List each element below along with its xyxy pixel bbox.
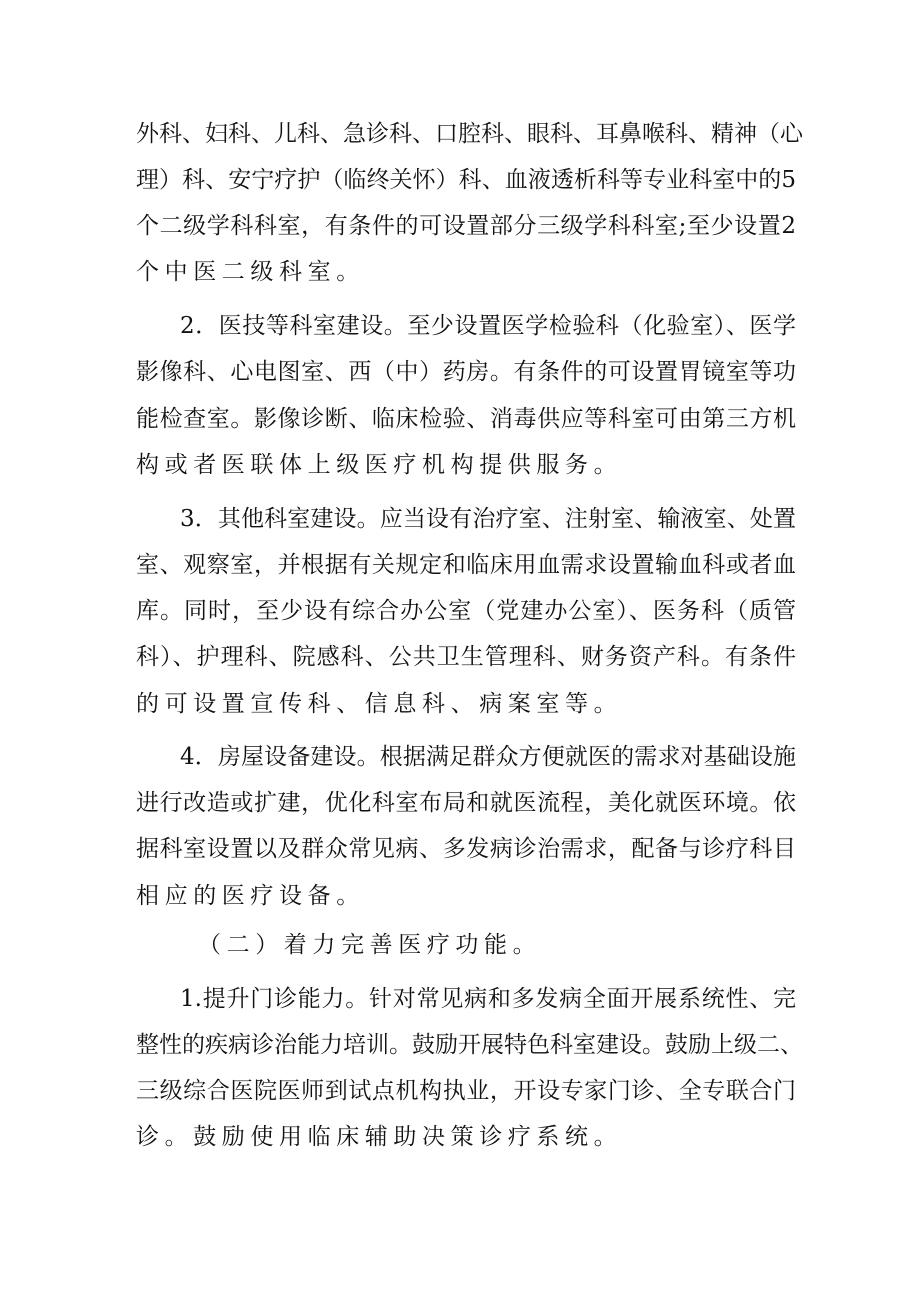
text-line: 库。同时，至少设有综合办公室（党建办公室）、医务科（质管	[136, 598, 796, 624]
text-line: 外科、妇科、儿科、急诊科、口腔科、眼科、耳鼻喉科、精神（心	[136, 121, 803, 147]
paragraph-first-line: 4．房屋设备建设。根据满足群众方便就医的需求对基础设施	[180, 744, 796, 770]
text-line: 理）科、安宁疗护（临终关怀）科、血液透析科等专业科室中的5	[136, 167, 796, 193]
text-line: 能检查室。影像诊断、临床检验、消毒供应等科室可由第三方机	[136, 406, 796, 432]
paragraph-first-line: 2．医技等科室建设。至少设置医学检验科（化验室）、医学	[180, 313, 796, 339]
paragraph-first-line: 3．其他科室建设。应当设有治疗室、注射室、输液室、处置	[180, 506, 796, 532]
text-line: 三级综合医院医师到试点机构执业，开设专家门诊、全专联合门	[136, 1078, 796, 1104]
text-line: 构或者医联体上级医疗机构提供服务。	[136, 452, 623, 478]
text-line: 室、观察室，并根据有关规定和临床用血需求设置输血科或者血	[136, 552, 796, 578]
text-line: 个中医二级科室。	[136, 259, 365, 285]
text-line: 据科室设置以及群众常见病、多发病诊治需求，配备与诊疗科目	[136, 836, 796, 862]
paragraph-first-line: 1.提升门诊能力。针对常见病和多发病全面开展系统性、完	[180, 986, 796, 1012]
text-line: 科）、护理科、院感科、公共卫生管理科、财务资产科。有条件	[136, 644, 796, 670]
text-line: 诊。鼓励使用临床辅助决策诊疗系统。	[136, 1124, 623, 1150]
text-line: 整性的疾病诊治能力培训。鼓励开展特色科室建设。鼓励上级二、	[136, 1032, 803, 1058]
section-heading: （二）着力完善医疗功能。	[198, 932, 542, 958]
text-line: 影像科、心电图室、西（中）药房。有条件的可设置胃镜室等功	[136, 359, 796, 385]
text-line: 相应的医疗设备。	[136, 883, 365, 909]
text-line: 进行改造或扩建，优化科室布局和就医流程，美化就医环境。依	[136, 790, 796, 816]
text-line: 个二级学科科室，有条件的可设置部分三级学科科室;至少设置2	[136, 213, 796, 239]
text-line: 的可设置宣传科、信息科、病案室等。	[136, 691, 623, 717]
